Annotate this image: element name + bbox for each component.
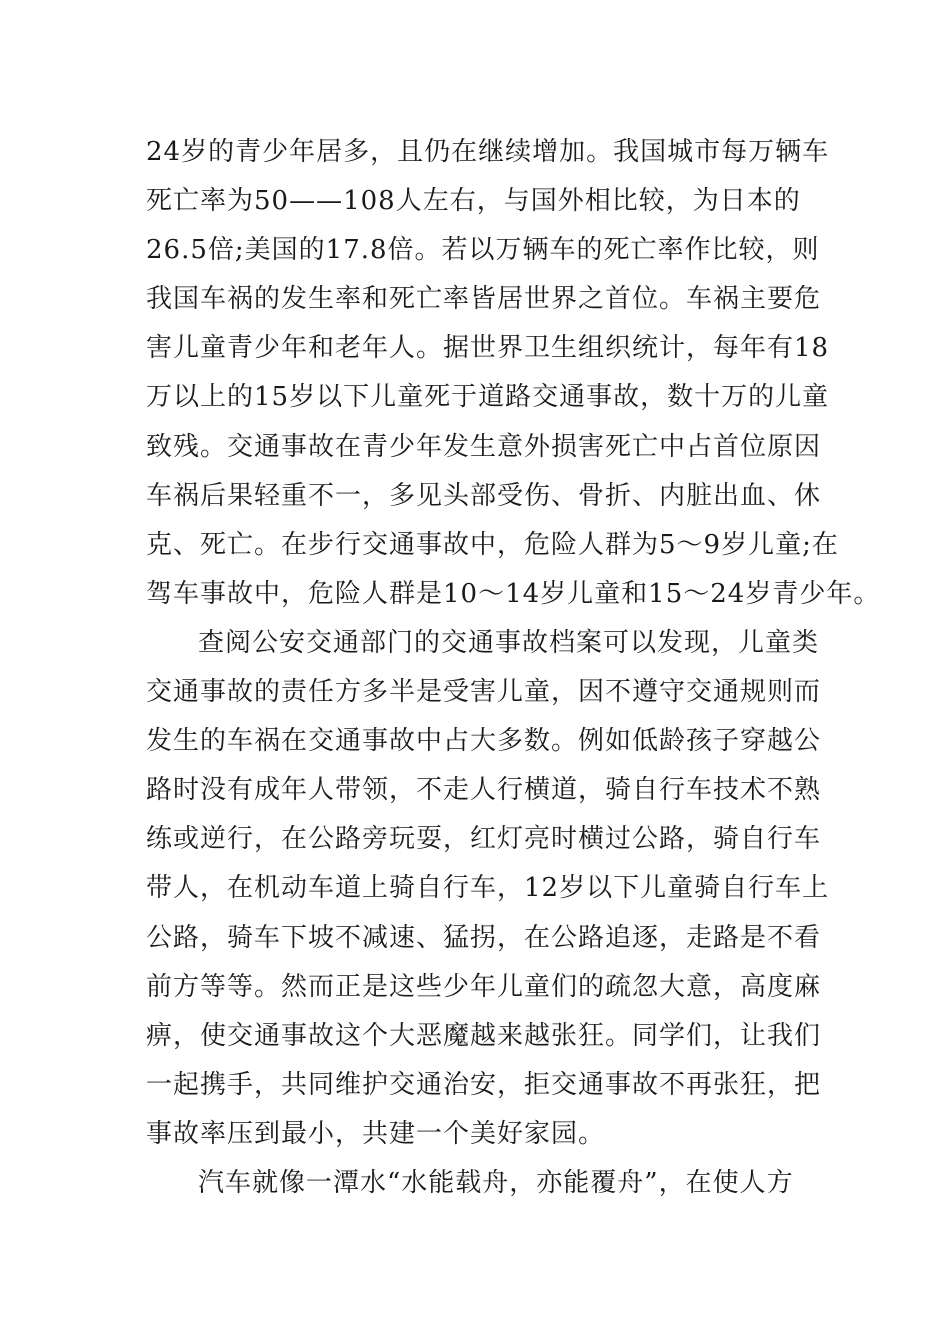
text-line: 24岁的青少年居多，且仍在继续增加。我国城市每万辆车: [146, 137, 830, 167]
text-line: 克、死亡。在步行交通事故中，危险人群为5～9岁儿童;在: [146, 529, 839, 560]
text-line: 驾车事故中，危险人群是10～14岁儿童和15～24岁青少年。: [146, 578, 881, 609]
text-line: 前方等等。然而正是这些少年儿童们的疏忽大意，高度麻: [146, 971, 822, 1002]
paragraph-car-water-metaphor: [146, 1159, 826, 1208]
text-line: 发生的车祸在交通事故中占大多数。例如低龄孩子穿越公: [146, 726, 822, 757]
text-line: 我国车祸的发生率和死亡率皆居世界之首位。车祸主要危: [146, 284, 822, 315]
text-line: 汽车就像一潭水“水能载舟，亦能覆舟”，在使人方: [198, 1167, 794, 1198]
text-line: 死亡率为50——108人左右，与国外相比较，为日本的: [146, 186, 801, 217]
text-line: 路时没有成年人带领，不走人行横道，骑自行车技术不熟: [146, 775, 822, 806]
paragraph-accident-statistics: [146, 128, 881, 619]
text-line: 一起携手，共同维护交通治安，拒交通事故不再张狂，把: [146, 1069, 822, 1100]
text-line: 公路，骑车下坡不减速、猛拐，在公路追逐，走路是不看: [146, 922, 822, 953]
text-line: 车祸后果轻重不一，多见头部受伤、骨折、内脏出血、休: [146, 480, 822, 511]
text-line: 交通事故的责任方多半是受害儿童，因不遵守交通规则而: [146, 677, 822, 708]
text-line: 痹，使交通事故这个大恶魔越来越张狂。同学们，让我们: [146, 1020, 822, 1051]
text-line: 26.5倍;美国的17.8倍。若以万辆车的死亡率作比较，则: [146, 235, 820, 266]
text-line: 致残。交通事故在青少年发生意外损害死亡中占首位原因: [146, 431, 822, 462]
text-line: 害儿童青少年和老年人。据世界卫生组织统计，每年有18: [146, 333, 830, 364]
text-line: 练或逆行，在公路旁玩耍，红灯亮时横过公路，骑自行车: [146, 824, 822, 855]
body-text: [146, 128, 881, 1208]
paragraph-children-responsibility: [146, 619, 830, 1159]
text-line: 事故率压到最小，共建一个美好家园。: [146, 1118, 606, 1149]
text-line: 带人，在机动车道上骑自行车，12岁以下儿童骑自行车上: [146, 873, 830, 904]
text-line: 查阅公安交通部门的交通事故档案可以发现，儿童类: [198, 627, 820, 658]
text-line: 万以上的15岁以下儿童死于道路交通事故，数十万的儿童: [146, 382, 830, 413]
